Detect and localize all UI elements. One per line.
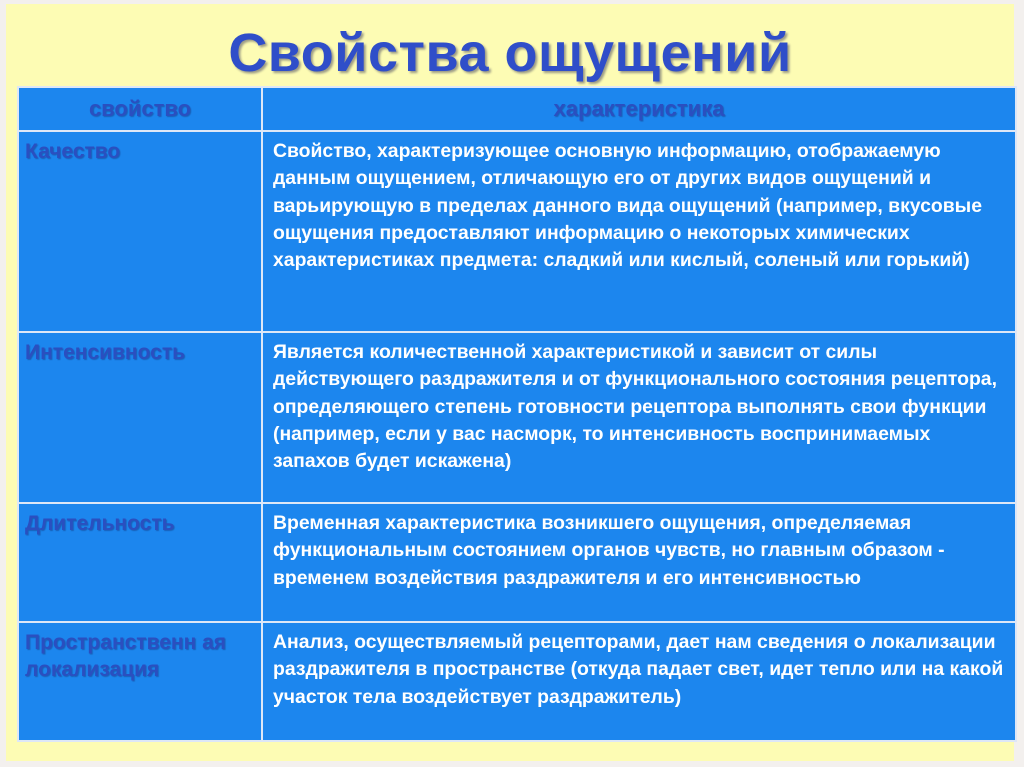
- property-name: Длительность: [18, 503, 262, 622]
- table-row: [18, 503, 1016, 622]
- column-header-property: свойство: [18, 87, 262, 131]
- slide: [6, 4, 1014, 761]
- property-name: Пространственн ая локализация: [18, 622, 262, 741]
- table-row: [18, 332, 1016, 503]
- table-header-row: [18, 87, 1016, 131]
- property-description: Временная характеристика возникшего ощущения, определяемая функциональным состоянием органов чувств, но главным образом - временем воздействия раздражителя и его интенсивностью: [262, 503, 1016, 622]
- property-name: Интенсивность: [18, 332, 262, 503]
- column-header-characteristic: характеристика: [262, 87, 1016, 131]
- property-description: Свойство, характеризующее основную информацию, отображаемую данным ощущением, отличающую его от других видов ощущений и варьирующую в пределах данного вида ощущений (например, вкусовые ощущения предоставляют информацию о некоторых химических характеристиках предмета: сладкий или кислый, соленый или горький): [262, 131, 1016, 332]
- table-row: [18, 622, 1016, 741]
- property-description: Анализ, осуществляемый рецепторами, дает нам сведения о локализации раздражителя в пространстве (откуда падает свет, идет тепло или на какой участок тела воздействует раздражитель): [262, 622, 1016, 741]
- property-description: Является количественной характеристикой и зависит от силы действующего раздражителя и от функционального состояния рецептора, определяющего степень готовности рецептора выполнять свои функции (например, если у вас насморк, то интенсивность воспринимаемых запахов будет искажена): [262, 332, 1016, 503]
- property-name: Качество: [18, 131, 262, 332]
- table-row: [18, 131, 1016, 332]
- slide-title: Свойства ощущений: [228, 23, 792, 83]
- properties-table: [17, 86, 1017, 742]
